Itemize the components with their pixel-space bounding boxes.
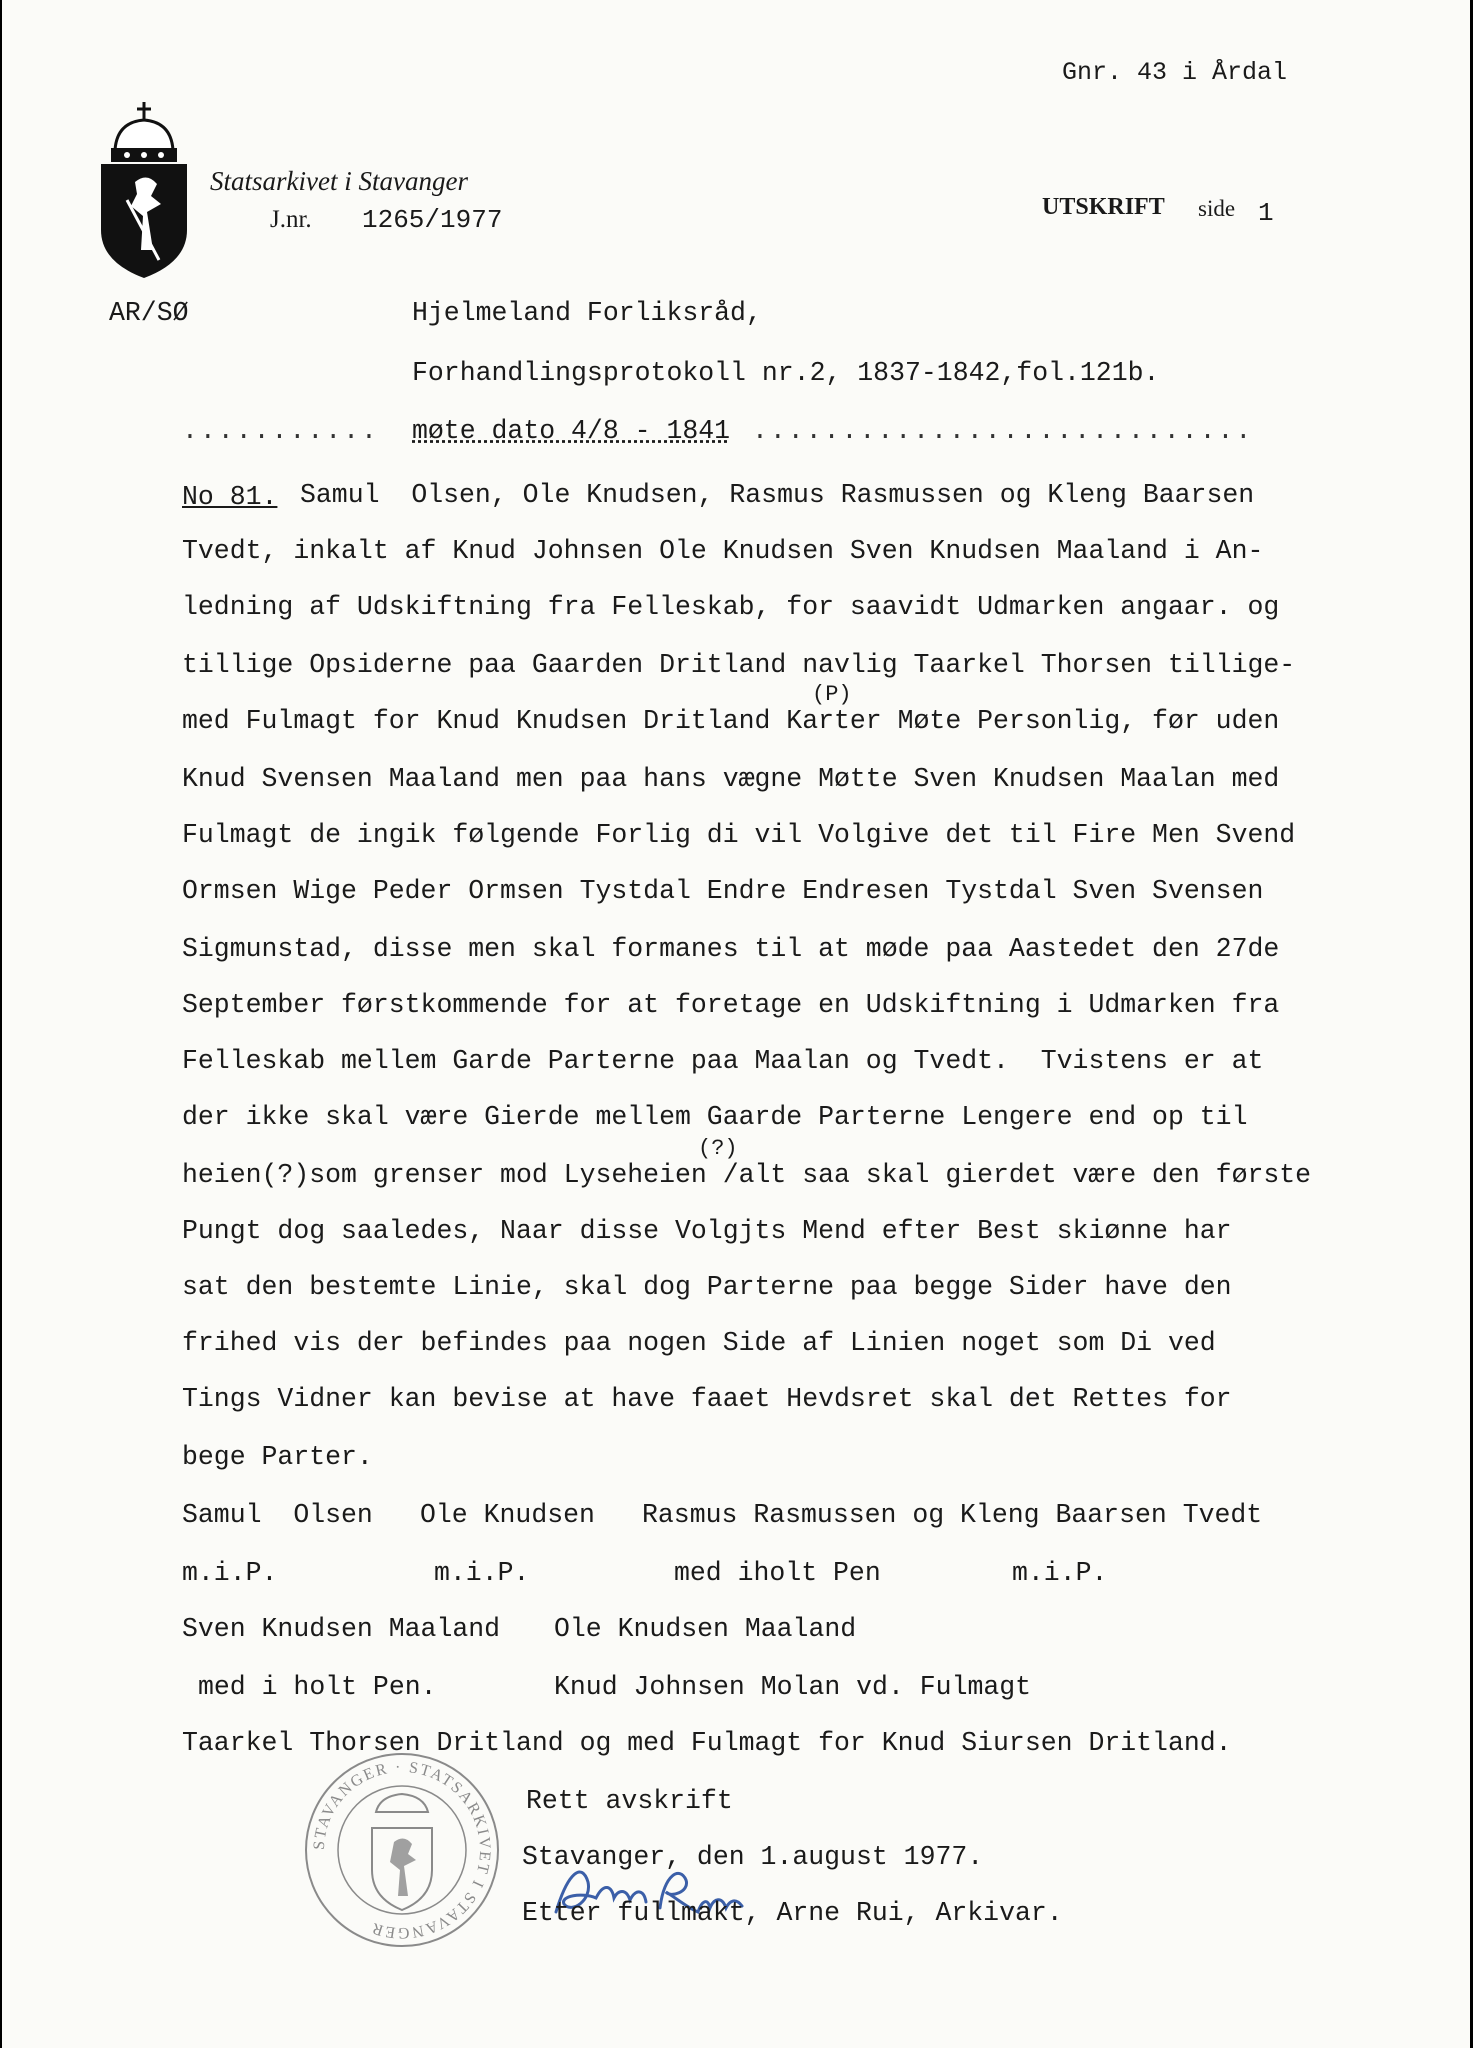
- dotted-rule-left: ...........: [182, 416, 379, 446]
- case-line-15: sat den bestemte Linie, skal dog Parterne paa begge Sider have den: [182, 1272, 1232, 1302]
- case-line-12: der ikke skal være Gierde mellem Gaarde Parterne Lengere end op til: [182, 1102, 1248, 1132]
- archive-stamp-icon: [302, 1750, 502, 1950]
- reference-line-2: Forhandlingsprotokoll nr.2, 1837-1842,fol.121b.: [412, 358, 1160, 388]
- signer-taarkel-thorsen: Taarkel Thorsen Dritland og med Fulmagt for Knud Siursen Dritland.: [182, 1728, 1232, 1758]
- held-pen-note: med i holt Pen.: [198, 1672, 437, 1702]
- signer-rasmus-kleng: Rasmus Rasmussen og Kleng Baarsen Tvedt: [642, 1500, 1263, 1530]
- case-line-9: Sigmunstad, disse men skal formanes til at møde paa Aastedet den 27de: [182, 934, 1280, 964]
- signer-ole-knudsen: Ole Knudsen: [420, 1500, 595, 1530]
- archive-name: Statsarkivet i Stavanger: [210, 166, 468, 196]
- attestation-rett: Rett avskrift: [526, 1786, 733, 1816]
- case-line-17: Tings Vidner kan bevise at have faaet Hevdsret skal det Rettes for: [182, 1384, 1232, 1414]
- document-page: [2, 0, 1470, 2048]
- case-line-14: Pungt dog saaledes, Naar disse Volgjts Mend efter Best skiønne har: [182, 1216, 1232, 1246]
- utskrift-label: UTSKRIFT: [1042, 194, 1165, 220]
- case-line-18: bege Parter.: [182, 1442, 373, 1472]
- mip-3: med iholt Pen: [674, 1558, 881, 1588]
- gnr-reference: Gnr. 43 i Årdal: [1062, 58, 1288, 87]
- case-line-7: Fulmagt de ingik følgende Forlig di vil Volgive det til Fire Men Svend: [182, 820, 1296, 850]
- jnr-label: J.nr.: [270, 206, 312, 233]
- mip-4: m.i.P.: [1012, 1558, 1108, 1588]
- interlinear-note-q: (?): [698, 1136, 738, 1161]
- mip-2: m.i.P.: [434, 1558, 530, 1588]
- side-label: side: [1198, 196, 1236, 221]
- interlinear-note-p: (P): [812, 682, 852, 707]
- signer-knud-johnsen: Knud Johnsen Molan vd. Fulmagt: [554, 1672, 1032, 1702]
- attestation-signed-by: Etter fullmakt, Arne Rui, Arkivar.: [522, 1898, 1063, 1928]
- stamp-ring-text: STAVANGER · STATSARKIVET I STAVANGER: [310, 1758, 494, 1942]
- case-line-2: Tvedt, inkalt af Knud Johnsen Ole Knudsen Sven Knudsen Maaland i An-: [182, 536, 1264, 566]
- coat-of-arms-icon: [97, 100, 192, 280]
- case-line-11: Felleskab mellem Garde Parterne paa Maalan og Tvedt. Tvistens er at: [182, 1046, 1264, 1076]
- case-line-10: September førstkommende for at foretage en Udskiftning i Udmarken fra: [182, 990, 1280, 1020]
- dotted-rule-right: ............................: [752, 416, 1254, 446]
- meeting-date: møte dato 4/8 - 1841: [412, 416, 731, 446]
- signer-ole-knudsen-maaland: Ole Knudsen Maaland: [554, 1614, 857, 1644]
- case-line-6: Knud Svensen Maaland men paa hans vægne Møtte Sven Knudsen Maalan med: [182, 764, 1280, 794]
- case-line-3: ledning af Udskiftning fra Felleskab, for saavidt Udmarken angaar. og: [182, 592, 1280, 622]
- case-number: No 81.: [182, 482, 278, 512]
- case-line-8: Ormsen Wige Peder Ormsen Tystdal Endre Endresen Tystdal Sven Svensen: [182, 876, 1264, 906]
- initials: AR/SØ: [109, 298, 189, 328]
- signer-sven-knudsen: Sven Knudsen Maaland: [182, 1614, 501, 1644]
- reference-line-1: Hjelmeland Forliksråd,: [412, 298, 762, 328]
- mip-1: m.i.P.: [182, 1558, 278, 1588]
- jnr-value: 1265/1977: [362, 205, 503, 235]
- case-line-1: Samul Olsen, Ole Knudsen, Rasmus Rasmussen og Kleng Baarsen: [300, 480, 1255, 510]
- case-line-5: med Fulmagt for Knud Knudsen Dritland Karter Møte Personlig, før uden: [182, 706, 1280, 736]
- side-number: 1: [1258, 198, 1274, 228]
- case-line-16: frihed vis der befindes paa nogen Side af Linien noget som Di ved: [182, 1328, 1216, 1358]
- case-line-4: tillige Opsiderne paa Gaarden Dritland navlig Taarkel Thorsen tillige-: [182, 650, 1296, 680]
- signer-samul-olsen: Samul Olsen: [182, 1500, 373, 1530]
- case-line-13: heien(?)som grenser mod Lyseheien /alt saa skal gierdet være den første: [182, 1160, 1312, 1190]
- attestation-place-date: Stavanger, den 1.august 1977.: [522, 1842, 984, 1872]
